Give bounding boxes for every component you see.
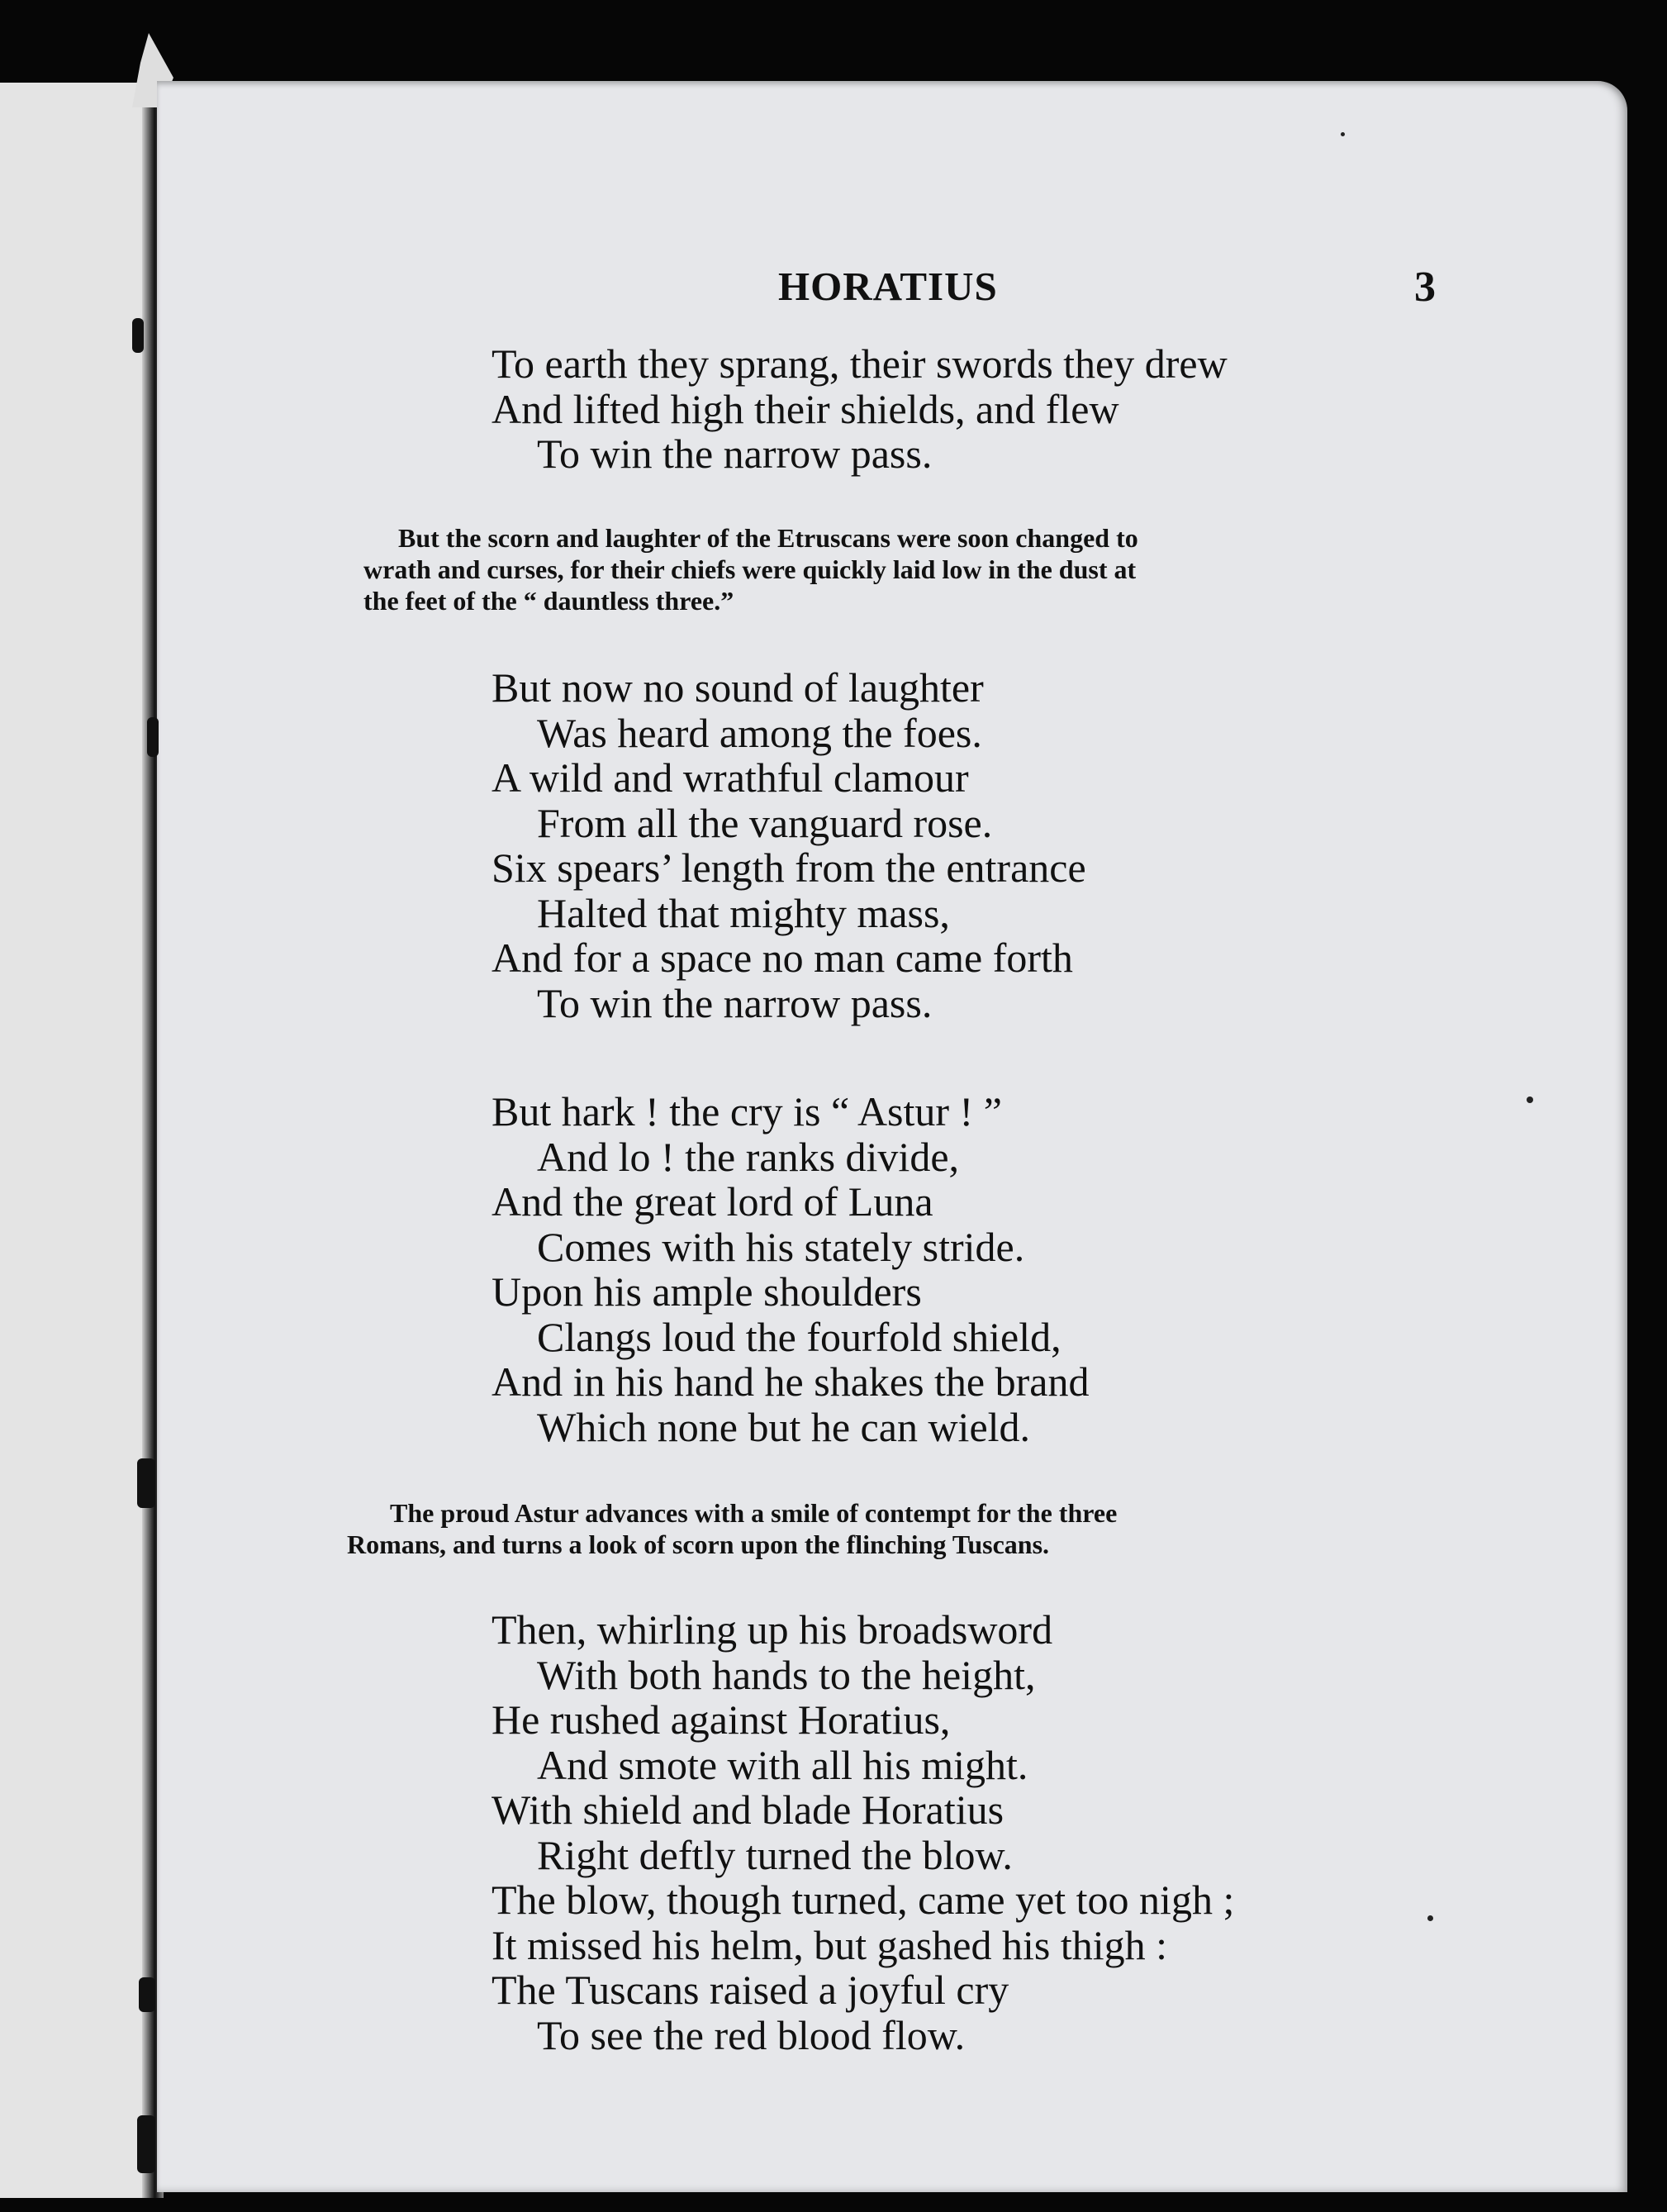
ink-speck — [1341, 132, 1345, 136]
verse-line: A wild and wrathful clamour — [492, 754, 969, 801]
verse-line: And the great lord of Luna — [492, 1178, 933, 1225]
verse-line: He rushed against Horatius, — [492, 1696, 951, 1743]
verse-line: With both hands to the height, — [537, 1651, 1036, 1698]
page-header — [157, 263, 1627, 321]
page-number: 3 — [1414, 264, 1436, 311]
verse-line: Clangs loud the fourfold shield, — [537, 1313, 1061, 1360]
verse-line: But now no sound of laughter — [492, 664, 984, 711]
verse-line: And lifted high their shields, and flew — [492, 385, 1119, 432]
prose-summary — [363, 522, 1437, 616]
verse-line: It missed his helm, but gashed his thigh : — [492, 1921, 1168, 1968]
verse-line: Six spears’ length from the entrance — [492, 844, 1086, 891]
summary-line: wrath and curses, for their chiefs were quickly laid low in the dust at — [363, 554, 1137, 584]
binding-thread-mark — [132, 318, 144, 353]
verse-line: Comes with his stately stride. — [537, 1223, 1025, 1270]
facing-page-edge — [0, 83, 157, 2198]
binding-thread-mark — [139, 1977, 155, 2012]
verse-line: To win the narrow pass. — [537, 979, 933, 1026]
verse-line: And in his hand he shakes the brand — [492, 1358, 1090, 1405]
summary-line: The proud Astur advances with a smile of contempt for the three — [390, 1498, 1118, 1528]
verse-line: And for a space no man came forth — [492, 935, 1073, 981]
binding-thread-mark — [147, 717, 159, 757]
verse-line: Then, whirling up his broadsword — [492, 1606, 1053, 1653]
verse-line: And lo ! the ranks divide, — [537, 1133, 960, 1180]
verse-line: Which none but he can wield. — [537, 1403, 1031, 1450]
verse-line: From all the vanguard rose. — [537, 799, 993, 846]
stanza — [492, 665, 1086, 1025]
verse-line: The blow, though turned, came yet too nigh ; — [492, 1877, 1235, 1923]
summary-line: Romans, and turns a look of scorn upon the flinching Tuscans. — [347, 1529, 1050, 1559]
ink-speck — [1427, 1915, 1433, 1921]
prose-summary — [347, 1497, 1437, 1560]
verse-line: Was heard among the foes. — [537, 709, 982, 756]
summary-line: the feet of the “ dauntless three.” — [363, 586, 734, 616]
running-title: HORATIUS — [778, 264, 998, 309]
binding-thread-mark — [137, 1458, 155, 1508]
verse-line: Right deftly turned the blow. — [537, 1831, 1013, 1878]
verse-line: The Tuscans raised a joyful cry — [492, 1967, 1009, 2013]
verse-line: And smote with all his might. — [537, 1741, 1028, 1788]
verse-line: To win the narrow pass. — [537, 431, 933, 477]
verse-line: To see the red blood flow. — [537, 2011, 966, 2058]
ink-speck — [1527, 1096, 1533, 1103]
verse-line: To earth they sprang, their swords they drew — [492, 340, 1228, 387]
stanza — [492, 1089, 1089, 1449]
binding-thread-mark — [137, 2115, 155, 2173]
verse-line: Halted that mighty mass, — [537, 889, 950, 936]
verse-line: But hark ! the cry is “ Astur ! ” — [492, 1088, 1002, 1135]
summary-line: But the scorn and laughter of the Etruscans were soon changed to — [398, 523, 1138, 553]
stanza — [492, 341, 1228, 477]
verse-line: With shield and blade Horatius — [492, 1786, 1004, 1833]
stanza — [492, 1607, 1234, 2057]
verse-line: Upon his ample shoulders — [492, 1268, 922, 1315]
